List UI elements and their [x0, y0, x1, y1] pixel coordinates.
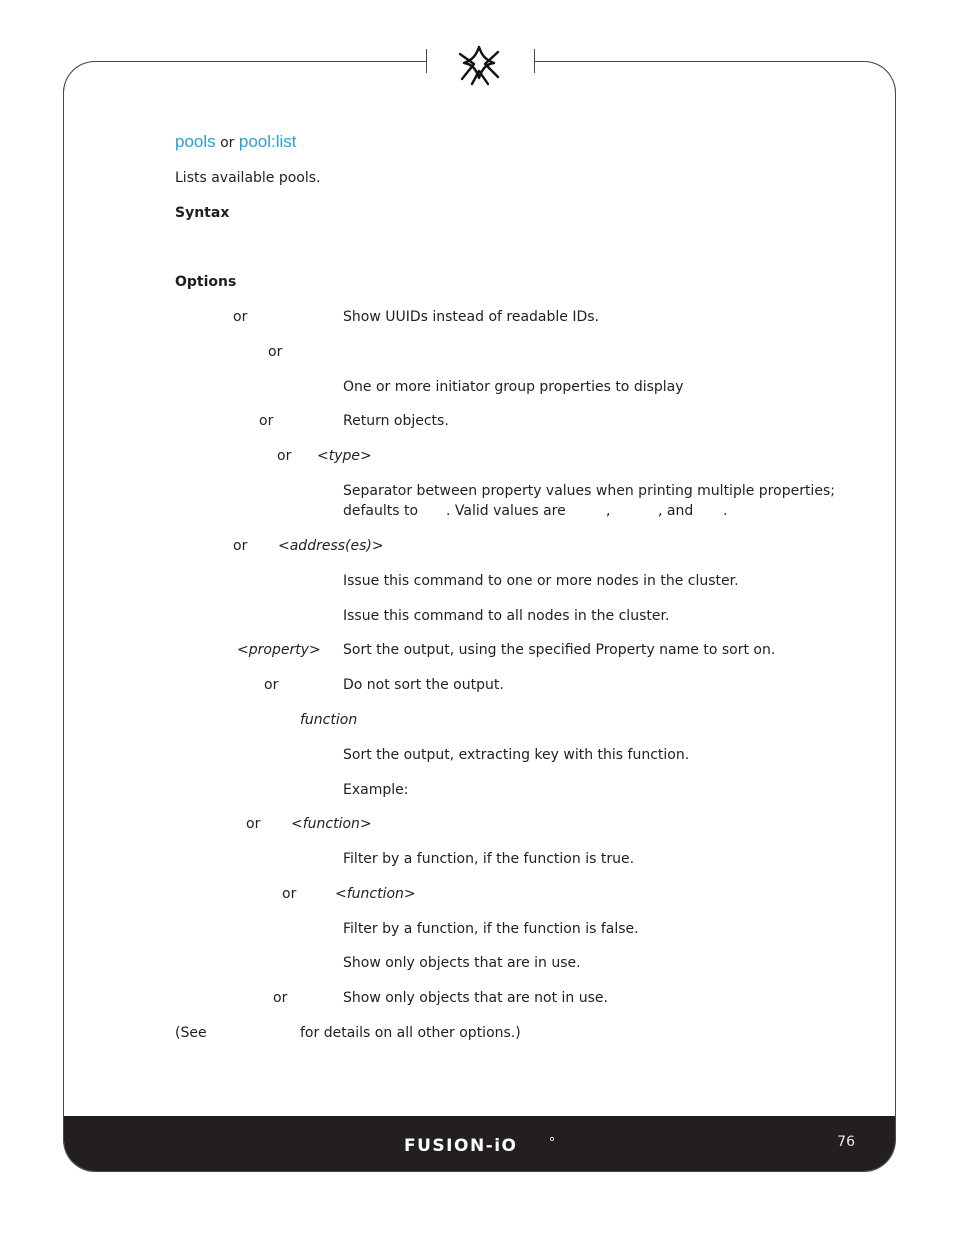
option-nosort-or: or: [264, 677, 279, 693]
corner-top-right: [862, 61, 896, 95]
option-notinuse-desc: Show only objects that are not in use.: [343, 990, 608, 1006]
command-alias: pool:list: [238, 132, 297, 151]
option-key-desc: Sort the output, extracting key with this function.: [343, 747, 690, 763]
option-obj-desc: Return objects.: [343, 413, 449, 429]
option-sep-desc-1: Separator between property values when printing multiple properties;: [343, 483, 835, 499]
option-sort-arg: <property>: [237, 642, 321, 658]
option-sep-arg: <type>: [317, 448, 372, 464]
option-obj-or: or: [259, 413, 274, 429]
brand-text: FUSION-iO: [404, 1136, 518, 1156]
option-node-arg: <address(es)>: [278, 538, 384, 554]
option-notinuse-or: or: [273, 990, 288, 1006]
corner-top-left: [63, 61, 97, 95]
see-also-open: (See: [175, 1025, 207, 1041]
syntax-heading: Syntax: [175, 205, 230, 221]
command-heading: [175, 132, 297, 153]
command-name: pools: [175, 132, 216, 151]
option-exclude-or: or: [282, 886, 297, 902]
option-key-arg: function: [300, 712, 358, 728]
fusion-io-logo: [404, 1134, 556, 1156]
intro-text: Lists available pools.: [175, 170, 321, 186]
option-sep-desc-2b: . Valid values are: [446, 503, 566, 519]
option-filter-desc: Filter by a function, if the function is true.: [343, 851, 635, 867]
header-tick-right: [534, 49, 535, 73]
option-nosort-desc: Do not sort the output.: [343, 677, 504, 693]
heading-connector: or: [220, 135, 235, 151]
option-filter-or: or: [246, 816, 261, 832]
header-tick-left: [426, 49, 427, 73]
option-node-or: or: [233, 538, 248, 554]
option-inuse-desc: Show only objects that are in use.: [343, 955, 581, 971]
page-number: 76: [837, 1134, 855, 1150]
option-sep-desc-2c: ,: [606, 503, 611, 519]
option-exclude-arg: <function>: [335, 886, 416, 902]
footer-bar: [64, 1116, 895, 1171]
option-sep-desc-2d: , and: [658, 503, 694, 519]
option-key-example: Example:: [343, 782, 409, 798]
option-props-or: or: [268, 344, 283, 360]
fusion-star-icon: [452, 44, 506, 86]
option-sep-desc-2a: defaults to: [343, 503, 419, 519]
option-exclude-desc: Filter by a function, if the function is false.: [343, 921, 639, 937]
option-sort-desc: Sort the output, using the specified Property name to sort on.: [343, 642, 776, 658]
options-heading: Options: [175, 274, 237, 290]
option-sep-desc-2e: .: [723, 503, 728, 519]
option-filter-arg: <function>: [291, 816, 372, 832]
option-uuid-or: or: [233, 309, 248, 325]
option-node-desc: Issue this command to one or more nodes in the cluster.: [343, 573, 739, 589]
option-sep-or: or: [277, 448, 292, 464]
option-uuid-desc: Show UUIDs instead of readable IDs.: [343, 309, 599, 325]
option-all-desc: Issue this command to all nodes in the cluster.: [343, 608, 670, 624]
top-rule-left: [92, 61, 426, 62]
top-rule-right: [534, 61, 864, 62]
see-also-text: for details on all other options.): [300, 1025, 521, 1041]
option-props-desc: One or more initiator group properties to display: [343, 379, 684, 395]
